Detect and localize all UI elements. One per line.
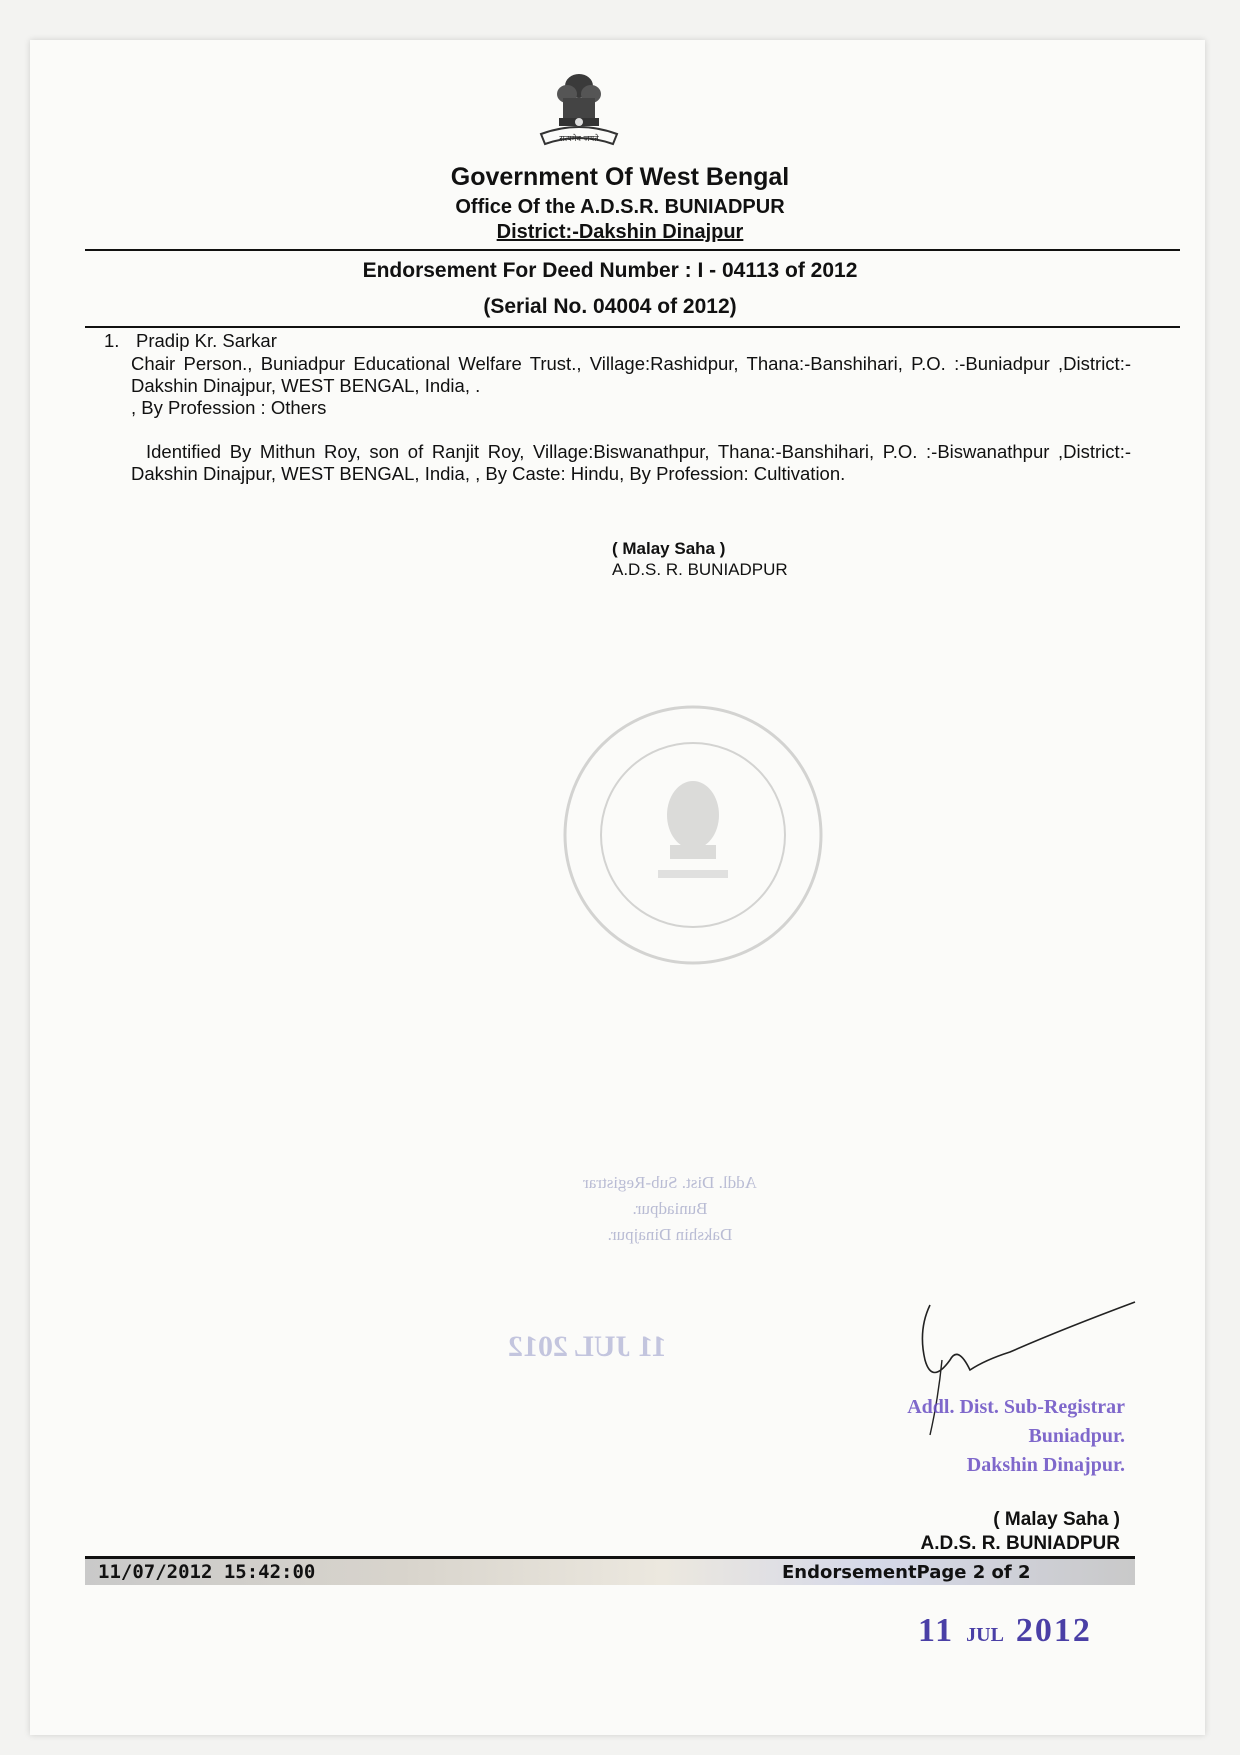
signatory-block-top	[612, 538, 788, 580]
footer-timestamp: 11/07/2012 15:42:00	[98, 1561, 316, 1583]
header-divider	[85, 249, 1180, 251]
faded-registrar-stamp	[530, 1170, 810, 1248]
registrar-stamp-line: Dakshin Dinajpur.	[966, 1454, 1125, 1476]
emblem-motto: सत्यमेव जयते	[559, 134, 599, 143]
signatory-designation: A.D.S. R. BUNIADPUR	[920, 1533, 1120, 1554]
district-name: District:-Dakshin Dinajpur	[496, 221, 744, 243]
date-stamp-year: 2012	[1015, 1612, 1092, 1649]
signatory-name: ( Malay Saha )	[612, 539, 726, 558]
faded-date-stamp: 11 JUL 2012	[508, 1330, 667, 1363]
registrar-stamp-line: Buniadpur.	[1028, 1425, 1125, 1447]
endorsement-heading: Endorsement For Deed Number : I - 04113 of 2012	[362, 259, 858, 282]
faded-stamp-line: Dakshin Dinajpur.	[607, 1225, 733, 1244]
footer-page-number: EndorsementPage 2 of 2	[782, 1562, 1031, 1583]
signatory-block-bottom	[870, 1508, 1120, 1556]
government-title: Government Of West Bengal	[450, 163, 790, 191]
date-stamp	[918, 1612, 1092, 1650]
party-profession: , By Profession : Others	[131, 397, 327, 418]
date-stamp-month: JUL	[966, 1624, 1004, 1646]
office-seal-icon	[558, 700, 828, 970]
party-number: 1.	[104, 330, 120, 351]
registrar-stamp	[855, 1393, 1125, 1480]
date-stamp-day: 11	[918, 1612, 955, 1649]
registrar-stamp-line: Addl. Dist. Sub-Registrar	[907, 1396, 1125, 1418]
signatory-designation: A.D.S. R. BUNIADPUR	[612, 560, 788, 579]
serial-divider	[85, 326, 1180, 328]
office-name: Office Of the A.D.S.R. BUNIADPUR	[455, 196, 785, 218]
serial-number: (Serial No. 04004 of 2012)	[483, 295, 737, 318]
national-emblem-icon	[529, 68, 629, 158]
party-details: Chair Person., Buniadpur Educational Welfare Trust., Village:Rashidpur, Thana:-Banshihari, P.O. :-Buniadpur ,District:-Dakshin Dinajpur, WEST BENGAL, India, .	[131, 353, 1131, 396]
signatory-name: ( Malay Saha )	[993, 1509, 1120, 1530]
faded-stamp-line: Buniadpur.	[632, 1199, 708, 1218]
identifier-details: Identified By Mithun Roy, son of Ranjit Roy, Village:Biswanathpur, Thana:-Banshihari, P.O. :-Biswanathpur ,District:-Dakshin Dinajpur, WEST BENGAL, India, , By Caste: Hindu, By Profession: Cultivation.	[131, 441, 1131, 484]
party-name: Pradip Kr. Sarkar	[136, 330, 277, 351]
faded-stamp-line: Addl. Dist. Sub-Registrar	[583, 1173, 757, 1192]
